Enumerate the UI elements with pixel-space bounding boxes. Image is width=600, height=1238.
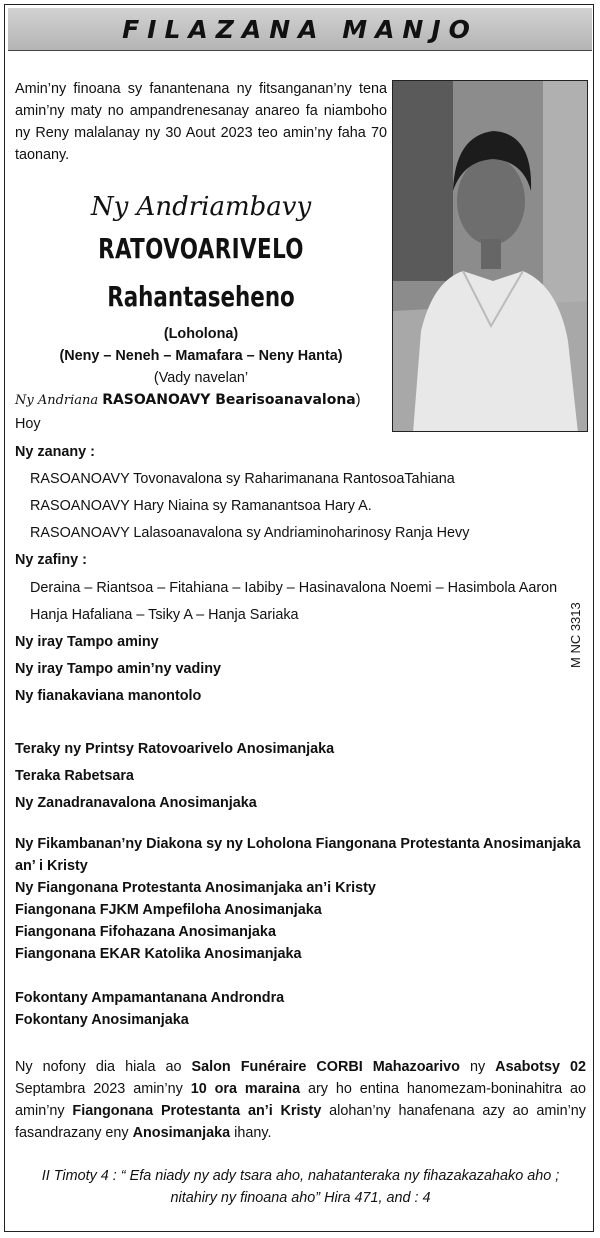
notice-title: FILAZANA MANJO [122, 14, 478, 44]
church-line: Fiangonana Fifohazana Anosimanjaka [15, 924, 276, 940]
notice-header [8, 8, 592, 51]
relative-line: Ny fianakaviana manontolo [15, 688, 202, 704]
fokontany-line: Fokontany Anosimanjaka [15, 1012, 189, 1028]
ceremony-paragraph: Ny nofony dia hiala ao Salon Funéraire CORBI Mahazoarivo ny Asabotsy 02 Septambra 2023 amin’ny 10 ora maraina ary ho entina hanomezam-boninahitra ao amin’ny Fiangonana Protestanta an’i Kristy alohan’ny hanafenana azy ao amin’ny fasandrazany eny Anosimanjaka ihany. [15, 1059, 587, 1141]
spouse-status: Hoy [15, 416, 41, 432]
church-line: an’ i Kristy [15, 858, 88, 874]
child-item: RASOANOAVY Tovonavalona sy Raharimanana RantosoaTahiana [30, 471, 455, 487]
spouse-honorific: Ny Andriana [15, 393, 99, 408]
church-line: Fiangonana FJKM Ampefiloha Anosimanjaka [15, 902, 322, 918]
child-item: RASOANOAVY Lalasoanavalona sy Andriaminoharinosy Ranja Hevy [30, 525, 470, 541]
intro-text: Amin’ny finoana sy fanantenana ny fitsanganan’ny tena amin’ny maty no ampandrenesanay anareo fa niamboho ny Reny malalanay ny 30 Aout 2023 teo amin’ny faha 70 taonany. [15, 81, 387, 163]
church-line: Fiangonana EKAR Katolika Anosimanjaka [15, 946, 302, 962]
grandchildren-line: Deraina – Riantsoa – Fitahiana – Iabiby – Hasinavalona Noemi – Hasimbola Aaron [30, 580, 558, 596]
family-line: Teraky ny Printsy Ratovoarivelo Anosimanjaka [15, 741, 335, 757]
child-item: RASOANOAVY Hary Niaina sy Ramanantsoa Hary A. [30, 498, 372, 514]
reference-code: M NC 3313 [568, 602, 583, 668]
children-label: Ny zanany : [15, 444, 95, 460]
deceased-honorific: Ny Andriambavy [90, 192, 312, 222]
portrait-photo-icon [393, 81, 588, 432]
bible-verse [15, 1165, 586, 1209]
grandchildren-line: Hanja Hafaliana – Tsiky A – Hanja Sariaka [30, 607, 299, 623]
spouse-label: (Vady navelan’ [153, 370, 249, 386]
deceased-nicknames: (Neny – Neneh – Mamafara – Neny Hanta) [59, 348, 343, 364]
family-line: Teraka Rabetsara [15, 768, 134, 784]
spouse-line [15, 392, 395, 408]
verse-line: nitahiry ny finoana aho” Hira 471, and : 4 [170, 1190, 431, 1206]
verse-line: II Timoty 4 : “ Efa niady ny ady tsara aho, nahatanteraka ny fihazakazahako aho ; [41, 1168, 560, 1184]
grandchildren-label: Ny zafiny : [15, 552, 87, 568]
family-line: Ny Zanadranavalona Anosimanjaka [15, 795, 257, 811]
portrait-photo [392, 80, 588, 432]
deceased-role: (Loholona) [163, 326, 239, 342]
church-line: Ny Fiangonana Protestanta Anosimanjaka an’i Kristy [15, 880, 376, 896]
church-line: Ny Fikambanan’ny Diakona sy ny Loholona Fiangonana Protestanta Anosimanjaka [15, 836, 581, 852]
fokontany-line: Fokontany Ampamantanana Androndra [15, 990, 285, 1006]
relative-line: Ny iray Tampo amin’ny vadiny [15, 661, 222, 677]
relative-line: Ny iray Tampo aminy [15, 634, 159, 650]
spouse-name: RASOANOAVY Bearisoanavalona [102, 392, 356, 408]
deceased-given-name: Rahantaseheno [107, 280, 295, 313]
deceased-surname: RATOVOARIVELO [98, 232, 304, 265]
spouse-close: ) [355, 392, 361, 408]
